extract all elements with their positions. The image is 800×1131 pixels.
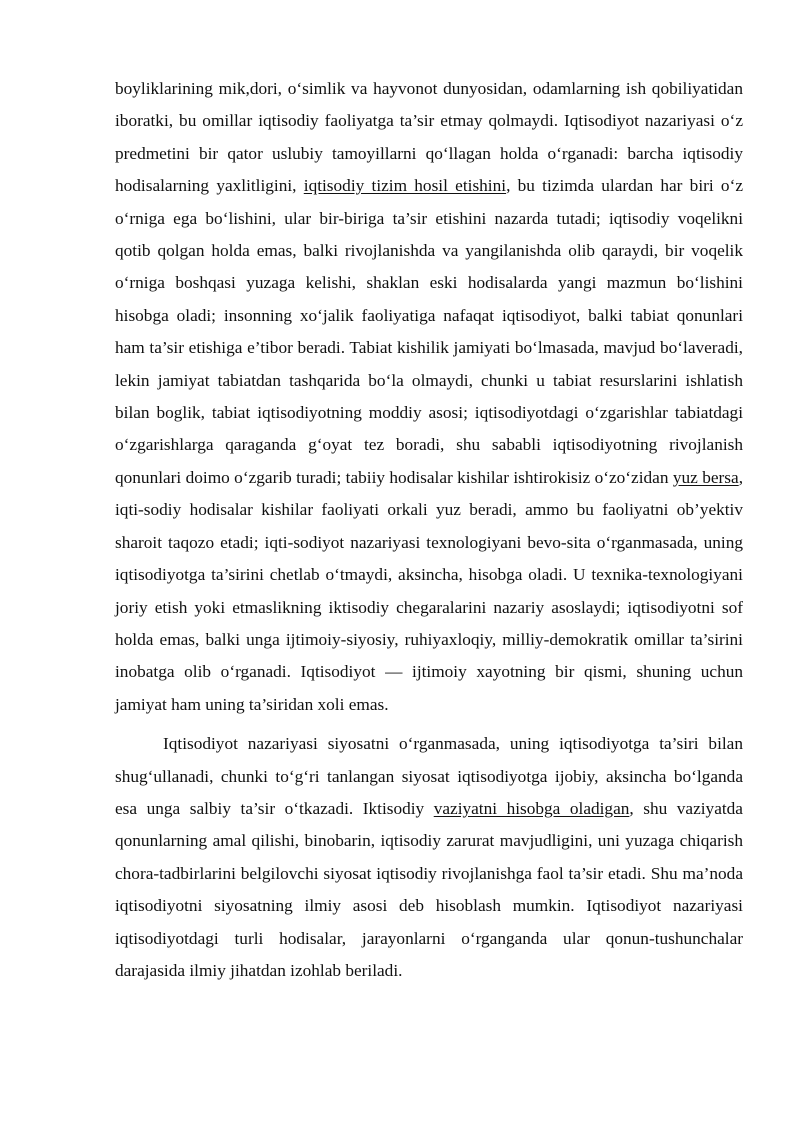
- paragraph-1-text-3: , iqti-sodiy hodisalar kishilar faoliyati orkali yuz beradi, ammo bu faoliyatni ob’yektiv sharoit taqozo etadi; iqti-sodiyot nazariyasi texnologiyani bevo-sita o‘rganmasada, uning iqtisodiyotga ta’sirini chetlab o‘tmaydi, aksincha, hisobga oladi. U texnika-texnologiyani joriy etish yoki etmaslikning iktisodiy chegaralarini nazariy asoslaydi; iqtisodiyotni sof holda emas, balki unga ijtimoiy-siyosiy, ruhiyaxloqiy, milliy-demokratik omillar ta’sirini inobatga olib o‘rganadi. Iqtisodiyot — ijtimoiy xayotning bir qismi, shuning uchun jamiyat ham uning ta’siridan xoli emas.: [115, 467, 744, 714]
- paragraph-1-text-1: boyliklarining mik,dori, o‘simlik va hayvonot dunyosidan, odamlarning ish qobiliyatidan iboratki, bu omillar iqtisodiy faoliyatga ta’sir etmay qolmaydi. Iqtisodiyot nazariyasi o‘z predmetini bir qator uslubiy tamoyillarni qo‘llagan holda o‘rganadi: barcha iqtisodiy hodisalarning yaxlitligini,: [115, 79, 743, 196]
- underlined-phrase-iqtisodiy-tizim: iqtisodiy tizim hosil etishini: [303, 176, 507, 196]
- paragraph-2-text-1: Iqtisodiyot nazariyasi siyosatni o‘rganmasada, uning iqtisodiyotga ta’siri bilan shug‘ullanadi, chunki to‘g‘ri tanlangan siyosat iqtisodiyotga ijobiy, aksincha bo‘lganda esa unga salbiy ta’sir o‘tkazadi. Iktisodiy: [115, 734, 743, 818]
- underlined-phrase-yuz-bersa: yuz bersa: [672, 467, 739, 487]
- body-paragraph-1: [115, 73, 743, 721]
- paragraph-1-text-2: , bu tizimda ulardan har biri o‘z o‘rniga ega bo‘lishini, ular bir-biriga ta’sir etishini nazarda tutadi; iqtisodiy voqelikni qotib qolgan holda emas, balki rivojlanishda va yangilanishda olib qaraydi, bir voqelik o‘rniga boshqasi yuzaga kelishi, shaklan eski hodisalarda yangi mazmun bo‘lishini hisobga oladi; insonning xo‘jalik faoliyatiga nafaqat iqtisodiyot, balki tabiat qonunlari ham ta’sir etishiga e’tibor beradi. Tabiat kishilik jamiyati bo‘lmasada, mavjud bo‘laveradi, lekin jamiyat tabiatdan tashqarida bo‘la olmaydi, chunki u tabiat resurslarini ishlatish bilan boglik, tabiat iqtisodiyotning moddiy asosi; iqtisodiyotdagi o‘zgarishlar tabiatdagi o‘zgarishlarga qaraganda g‘oyat tez boradi, shu sababli iqtisodiyotning rivojlanish qonunlari doimo o‘zgarib turadi; tabiiy hodisalar kishilar ishtirokisiz o‘zo‘zidan: [115, 176, 744, 487]
- body-paragraph-2: [115, 728, 743, 987]
- underlined-phrase-vaziyatni: vaziyatni hisobga oladigan: [433, 798, 630, 818]
- paragraph-2-text-2: , shu vaziyatda qonunlarning amal qilishi, binobarin, iqtisodiy zarurat mavjudligini, uni yuzaga chiqarish chora-tadbirlarini belgilovchi siyosat iqtisodiy rivojlanishga faol ta’sir etadi. Shu ma’noda iqtisodiyotni siyosatning ilmiy asosi deb hisoblash mumkin. Iqtisodiyot nazariyasi iqtisodiyotdagi turli hodisalar, jarayonlarni o‘rganganda ular qonun-tushunchalar darajasida ilmiy jihatdan izohlab beriladi.: [115, 798, 743, 980]
